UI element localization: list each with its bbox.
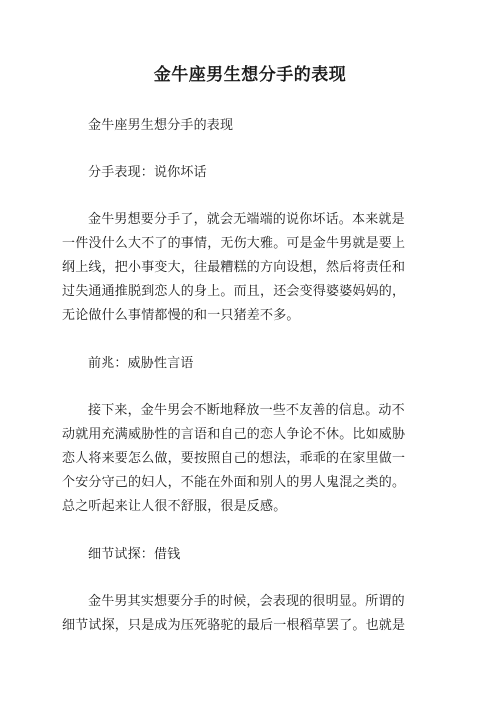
section-heading: 分手表现：说你坏话: [88, 165, 207, 180]
body-line: 金牛男其实想要分手的时候，会表现的很明显。所谓的: [88, 594, 405, 609]
body-line: 一件没什么大不了的事情，无伤大雅。可是金牛男就是要上: [62, 236, 406, 251]
section-borrowing-money: [62, 543, 430, 638]
body-line: 纲上线，把小事变大，往最糟糕的方向设想，然后将责任和: [62, 260, 406, 275]
section-threatening-words: [62, 352, 430, 519]
document-title: 金牛座男生想分手的表现: [153, 65, 347, 85]
document-subtitle: 金牛座男生想分手的表现: [88, 118, 234, 133]
body-line: 过失通通推脱到恋人的身上。而且，还会变得婆婆妈妈的，: [62, 284, 406, 299]
section-breakup-signs: [62, 161, 430, 328]
body-line: 恋人将来要怎么做，要按照自己的想法，乖乖的在家里做一: [62, 451, 406, 466]
section-heading: 前兆：威胁性言语: [88, 356, 194, 371]
body-line: 金牛男想要分手了，就会无端端的说你坏话。本来就是: [88, 212, 405, 227]
section-body: [62, 590, 430, 638]
body-line: 接下来，金牛男会不断地释放一些不友善的信息。动不: [88, 403, 405, 418]
section-heading: 细节试探：借钱: [88, 547, 181, 562]
section-body: [62, 208, 430, 328]
body-line: 动就用充满威胁性的言语和自己的恋人争论不休。比如威胁: [62, 427, 406, 442]
body-line: 总之听起来让人很不舒服，很是反感。: [62, 499, 287, 514]
body-line: 个安分守己的妇人，不能在外面和别人的男人鬼混之类的。: [62, 475, 406, 490]
body-line: 细节试探，只是成为压死骆驼的最后一根稻草罢了。也就是: [62, 618, 406, 633]
section-body: [62, 399, 430, 519]
body-line: 无论做什么事情都慢的和一只猪差不多。: [62, 308, 300, 323]
